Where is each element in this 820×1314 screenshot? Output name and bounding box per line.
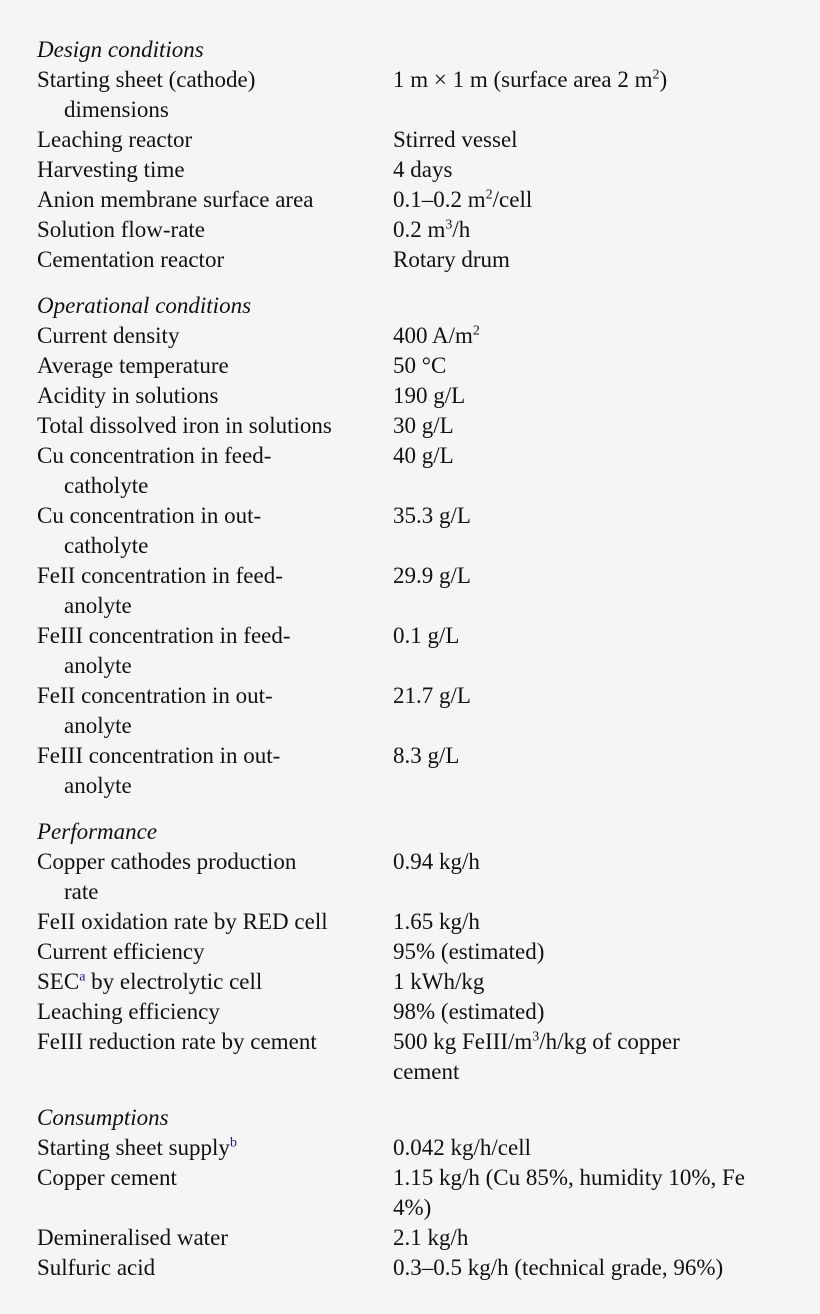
row-value	[393, 215, 807, 245]
label-text: Copper cathodes production	[37, 849, 297, 874]
value-superscript: 2	[472, 323, 480, 339]
value-text-after: /h	[452, 217, 471, 242]
label-text: Harvesting time	[37, 157, 185, 182]
row-label	[37, 501, 393, 561]
table-row	[37, 351, 807, 381]
row-value	[393, 681, 807, 741]
label-text: Cu concentration in feed-	[37, 443, 272, 468]
label-continuation: anolyte	[64, 653, 132, 678]
label-text: Acidity in solutions	[37, 383, 219, 408]
label-text: Sulfuric acid	[37, 1255, 156, 1280]
row-value	[393, 441, 807, 501]
row-value	[393, 997, 807, 1027]
label-text-after: by electrolytic cell	[85, 969, 263, 994]
table-row	[37, 501, 807, 561]
value-text-after: )	[659, 67, 668, 92]
row-label	[37, 1133, 393, 1163]
value-text: 2.1 kg/h	[393, 1225, 469, 1250]
label-continuation: anolyte	[64, 713, 132, 738]
section-consumptions	[37, 1103, 807, 1283]
table-row	[37, 185, 807, 215]
section-heading: Operational conditions	[37, 293, 252, 318]
label-text: Cementation reactor	[37, 247, 225, 272]
label-continuation: catholyte	[64, 473, 149, 498]
row-value	[393, 411, 807, 441]
row-label	[37, 215, 393, 245]
table-row	[37, 621, 807, 681]
row-label	[37, 245, 393, 275]
table-row	[37, 1253, 807, 1283]
row-label	[37, 997, 393, 1027]
label-text: Current efficiency	[37, 939, 205, 964]
value-text: 500 kg FeIII/m	[393, 1029, 533, 1054]
table-row	[37, 65, 807, 125]
table-row	[37, 1133, 807, 1163]
row-label	[37, 741, 393, 801]
row-label	[37, 561, 393, 621]
table-row	[37, 907, 807, 937]
row-label	[37, 621, 393, 681]
section-performance	[37, 817, 807, 1087]
parameters-table	[37, 35, 807, 1299]
row-label	[37, 1027, 393, 1087]
row-label	[37, 847, 393, 907]
value-text: 0.1–0.2 m	[393, 187, 486, 212]
value-text: 29.9 g/L	[393, 563, 471, 588]
label-text: Cu concentration in out-	[37, 503, 262, 528]
table-row	[37, 847, 807, 907]
value-text-after: /h/kg of copper	[539, 1029, 680, 1054]
row-value	[393, 125, 807, 155]
row-value	[393, 321, 807, 351]
value-text: 0.2 m	[393, 217, 446, 242]
row-label	[37, 125, 393, 155]
row-label	[37, 937, 393, 967]
label-text: Solution flow-rate	[37, 217, 205, 242]
row-value	[393, 381, 807, 411]
label-text: Leaching efficiency	[37, 999, 220, 1024]
label-continuation: dimensions	[64, 97, 169, 122]
value-text: 0.3–0.5 kg/h (technical grade, 96%)	[393, 1255, 724, 1280]
table-row	[37, 215, 807, 245]
value-text: 8.3 g/L	[393, 743, 460, 768]
value-text: 400 A/m	[393, 323, 473, 348]
label-continuation: catholyte	[64, 533, 149, 558]
row-label	[37, 155, 393, 185]
table-row	[37, 741, 807, 801]
value-text: 35.3 g/L	[393, 503, 471, 528]
row-value	[393, 1223, 807, 1253]
value-text: 21.7 g/L	[393, 683, 471, 708]
row-value	[393, 907, 807, 937]
value-text: 0.94 kg/h	[393, 849, 480, 874]
section-heading: Performance	[37, 819, 158, 844]
row-value	[393, 1027, 807, 1087]
row-label	[37, 441, 393, 501]
value-text: 1.15 kg/h (Cu 85%, humidity 10%, Fe	[393, 1165, 746, 1190]
label-continuation: anolyte	[64, 593, 132, 618]
label-text: Starting sheet (cathode)	[37, 67, 256, 92]
label-text: FeIII concentration in out-	[37, 743, 281, 768]
section-heading: Consumptions	[37, 1105, 169, 1130]
value-text: 40 g/L	[393, 443, 454, 468]
value-text: 1 m × 1 m (surface area 2 m	[393, 67, 653, 92]
row-value	[393, 1253, 807, 1283]
value-text: 4 days	[393, 157, 453, 182]
row-value	[393, 1133, 807, 1163]
row-value	[393, 351, 807, 381]
value-text: Stirred vessel	[393, 127, 518, 152]
value-text: Rotary drum	[393, 247, 510, 272]
row-label	[37, 681, 393, 741]
value-text: 0.1 g/L	[393, 623, 460, 648]
label-text: FeII concentration in out-	[37, 683, 273, 708]
row-value	[393, 245, 807, 275]
table-row	[37, 245, 807, 275]
value-text: 1.65 kg/h	[393, 909, 480, 934]
row-label	[37, 381, 393, 411]
label-text: Demineralised water	[37, 1225, 228, 1250]
label-text: Average temperature	[37, 353, 229, 378]
row-value	[393, 155, 807, 185]
row-label	[37, 411, 393, 441]
section-design-conditions	[37, 35, 807, 275]
label-text: SEC	[37, 969, 80, 994]
label-text: Starting sheet supply	[37, 1135, 230, 1160]
label-text: Anion membrane surface area	[37, 187, 314, 212]
table-row	[37, 1223, 807, 1253]
row-label	[37, 65, 393, 125]
value-superscript: 3	[445, 217, 453, 233]
value-text: 50 °C	[393, 353, 447, 378]
row-label	[37, 185, 393, 215]
label-text: Leaching reactor	[37, 127, 193, 152]
table-row	[37, 561, 807, 621]
row-value	[393, 501, 807, 561]
row-label	[37, 321, 393, 351]
label-text: Copper cement	[37, 1165, 177, 1190]
row-label	[37, 351, 393, 381]
row-value	[393, 185, 807, 215]
table-row	[37, 967, 807, 997]
row-label	[37, 1253, 393, 1283]
row-value	[393, 847, 807, 907]
value-text-after: /cell	[492, 187, 533, 212]
value-text: 30 g/L	[393, 413, 454, 438]
label-text: FeIII concentration in feed-	[37, 623, 291, 648]
row-value	[393, 621, 807, 681]
value-text: 0.042 kg/h/cell	[393, 1135, 531, 1160]
label-text: FeII oxidation rate by RED cell	[37, 909, 328, 934]
value-text: 1 kWh/kg	[393, 969, 485, 994]
value-text: 98% (estimated)	[393, 999, 545, 1024]
table-row	[37, 155, 807, 185]
table-row	[37, 997, 807, 1027]
value-text: 190 g/L	[393, 383, 466, 408]
row-value	[393, 561, 807, 621]
label-text: FeII concentration in feed-	[37, 563, 283, 588]
table-row	[37, 125, 807, 155]
row-value	[393, 741, 807, 801]
row-label	[37, 1163, 393, 1223]
row-value	[393, 937, 807, 967]
value-superscript: 2	[652, 67, 660, 83]
table-row	[37, 1163, 807, 1223]
value-superscript: 2	[485, 187, 493, 203]
footnote-marker[interactable]: a	[79, 969, 86, 985]
table-row	[37, 381, 807, 411]
value-continuation: cement	[393, 1059, 460, 1084]
table-row	[37, 321, 807, 351]
value-text: 95% (estimated)	[393, 939, 545, 964]
row-value	[393, 65, 807, 125]
label-text: FeIII reduction rate by cement	[37, 1029, 317, 1054]
row-label	[37, 967, 393, 997]
row-value	[393, 1163, 807, 1223]
section-heading: Design conditions	[37, 37, 204, 62]
footnote-marker[interactable]: b	[229, 1135, 237, 1151]
value-superscript: 3	[532, 1029, 540, 1045]
row-label	[37, 907, 393, 937]
table-row	[37, 681, 807, 741]
row-value	[393, 967, 807, 997]
label-text: Total dissolved iron in solutions	[37, 413, 332, 438]
row-label	[37, 1223, 393, 1253]
label-continuation: anolyte	[64, 773, 132, 798]
table-row	[37, 411, 807, 441]
label-text: Current density	[37, 323, 180, 348]
value-continuation: 4%)	[393, 1195, 432, 1220]
table-row	[37, 1027, 807, 1087]
section-operational-conditions	[37, 291, 807, 801]
table-row	[37, 441, 807, 501]
table-row	[37, 937, 807, 967]
label-continuation: rate	[64, 879, 99, 904]
